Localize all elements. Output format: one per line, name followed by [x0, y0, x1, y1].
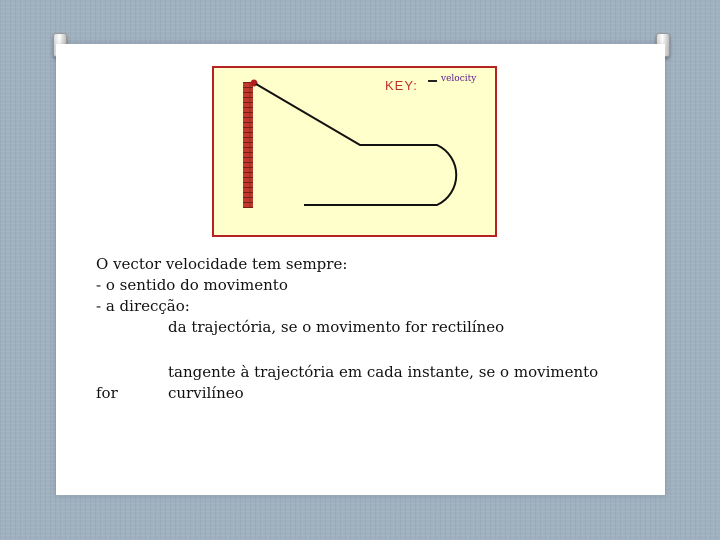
- trajectory-path: [256, 84, 456, 205]
- key-line-symbol: [428, 80, 437, 82]
- motion-diagram: [212, 66, 497, 237]
- text-line-2: - o sentido do movimento: [96, 276, 288, 294]
- start-point: [251, 80, 258, 87]
- text-line-3: - a direcção:: [96, 297, 190, 315]
- text-line-6-prefix: for: [96, 384, 118, 402]
- text-line-1: O vector velocidade tem sempre:: [96, 255, 348, 273]
- text-line-6: curvilíneo: [168, 384, 244, 402]
- path-drawing: [214, 68, 495, 235]
- text-line-4: da trajectória, se o movimento for rectilíneo: [168, 318, 505, 336]
- brick-wall: [243, 82, 253, 208]
- key-label: KEY:: [385, 78, 418, 93]
- text-line-5: tangente à trajectória em cada instante, se o movimento: [168, 363, 599, 381]
- key-velocity-label: velocity: [441, 74, 477, 84]
